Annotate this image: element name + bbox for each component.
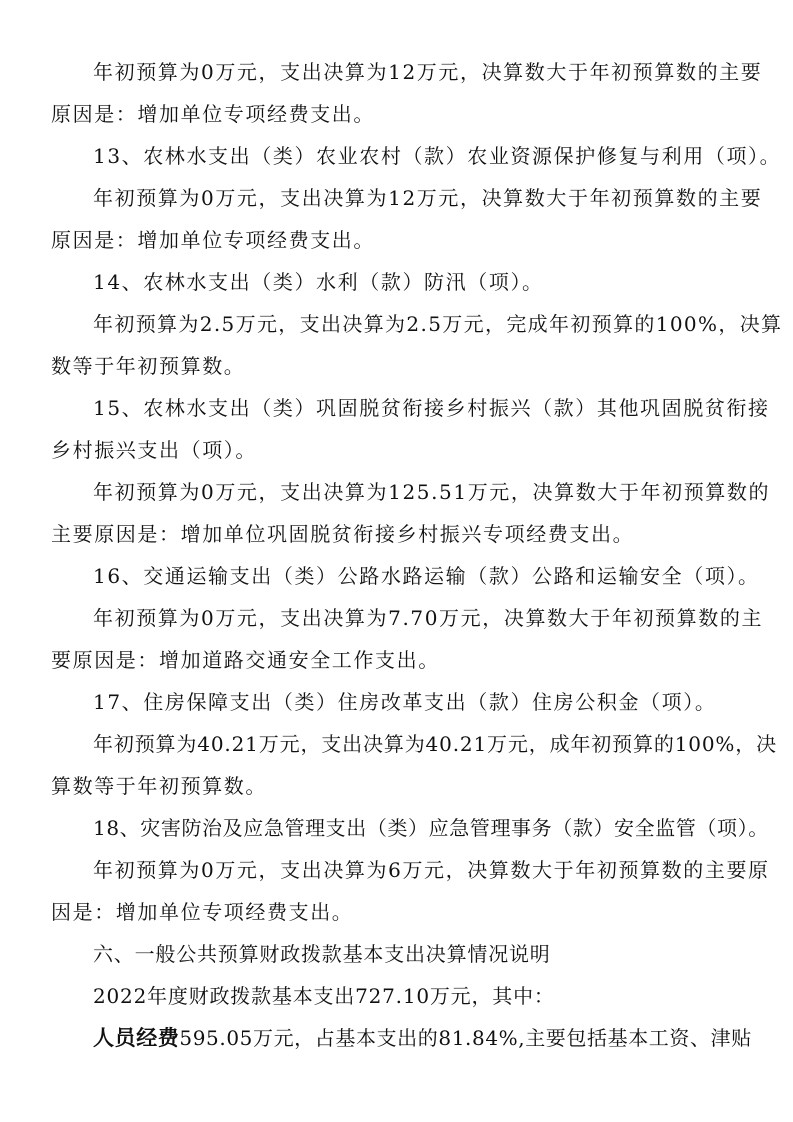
section-heading-17: 17、住房保障支出（类）住房改革支出（款）住房公积金（项）。 (93, 690, 717, 714)
paragraph-line: 数等于年初预算数。 (51, 354, 246, 378)
paragraph-line: 2022年度财政拨款基本支出727.10万元，其中： (93, 984, 555, 1008)
section-heading-15: 15、农林水支出（类）巩固脱贫衔接乡村振兴（款）其他巩固脱贫衔接 (93, 396, 770, 420)
section-heading-18: 18、灾害防治及应急管理支出（类）应急管理事务（款）安全监管（项）。 (93, 816, 769, 840)
bold-term: 人员经费 (93, 1025, 180, 1050)
paragraph-line: 原因是：增加单位专项经费支出。 (51, 228, 375, 252)
section-heading-15-cont: 乡村振兴支出（项）。 (51, 438, 257, 462)
section-heading-six: 六、一般公共预算财政拨款基本支出决算情况说明 (93, 942, 551, 966)
paragraph-line: 年初预算为0万元，支出决算为125.51万元，决算数大于年初预算数的 (93, 480, 771, 504)
paragraph-line: 要原因是：增加道路交通安全工作支出。 (51, 648, 440, 672)
paragraph-line-personnel (93, 1024, 752, 1052)
paragraph-line: 算数等于年初预算数。 (51, 774, 267, 798)
paragraph-line: 因是：增加单位专项经费支出。 (51, 900, 354, 924)
paragraph-line: 年初预算为0万元，支出决算为12万元，决算数大于年初预算数的主要 (93, 186, 763, 210)
section-heading-14: 14、农林水支出（类）水利（款）防汛（项）。 (93, 270, 544, 294)
paragraph-line: 年初预算为2.5万元，支出决算为2.5万元，完成年初预算的100%，决算 (93, 312, 783, 336)
section-heading-16: 16、交通运输支出（类）公路水路运输（款）公路和运输安全（项）。 (93, 564, 760, 588)
paragraph-line: 年初预算为40.21万元，支出决算为40.21万元，成年初预算的100%，决 (93, 732, 777, 756)
paragraph-text: 595.05万元，占基本支出的81.84%,主要包括基本工资、津贴 (179, 1026, 752, 1050)
paragraph-line: 年初预算为0万元，支出决算为6万元，决算数大于年初预算数的主要原 (93, 858, 770, 882)
paragraph-line: 年初预算为0万元，支出决算为7.70万元，决算数大于年初预算数的主 (93, 606, 764, 630)
paragraph-line: 主要原因是：增加单位巩固脱贫衔接乡村振兴专项经费支出。 (51, 522, 635, 546)
section-heading-13: 13、农林水支出（类）农业农村（款）农业资源保护修复与利用（项）。 (93, 144, 782, 168)
paragraph-line: 原因是：增加单位专项经费支出。 (51, 102, 375, 126)
paragraph-line: 年初预算为0万元，支出决算为12万元，决算数大于年初预算数的主要 (93, 60, 763, 84)
